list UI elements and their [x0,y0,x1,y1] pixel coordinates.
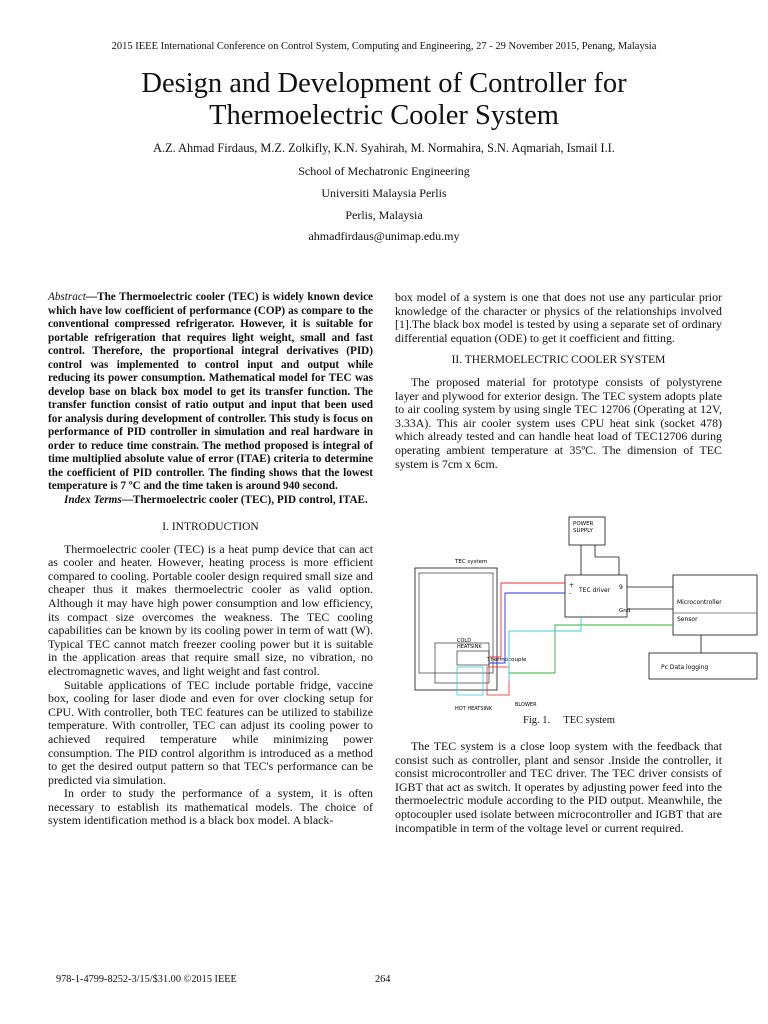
plus-terminal: + [569,582,575,589]
intro-paragraph: In order to study the performance of a system, it is often necessary to establish its mathematical models. The choice of system identification method is a black box model. A black- [48,786,373,828]
right-column-bottom [395,740,722,835]
microcontroller-label: Microcontroller [677,599,722,606]
affiliation-school: School of Mechatronic Engineering [298,164,470,178]
hot-heatsink-label: HOT HEATSINK [455,706,493,712]
cold-heatsink-box [457,651,489,665]
section-heading-tec-system: II. THERMOELECTRIC COOLER SYSTEM [451,354,666,367]
author-email[interactable]: ahmadfirdaus@unimap.edu.my [308,229,460,243]
title-line-1: Design and Development of Controller for [141,68,627,99]
figure-title: TEC system [563,715,615,726]
gnd-label: Gnd [619,608,631,614]
figure-number: Fig. 1. [523,715,551,726]
figure-caption [395,715,743,726]
index-terms-dash: — [121,493,133,506]
closed-loop-paragraph: The TEC system is a close loop system with the feedback that consist such as controller, plant and sensor .Inside the controller, it consist microcontroller and TEC driver. The TEC driver consists of IGBT that act as switch. It operates by adjusting power feed into the thermoelectric module according to the PID output. Meanwhile, the optocoupler used isolate between microcontroller and IGBT that are incompatible in term of the voltage level or current required. [395,739,722,835]
tec-driver-label: TEC driver [579,587,611,594]
red-wire [489,583,565,657]
index-terms-text: Thermoelectric cooler (TEC), PID control, ITAE. [132,493,368,506]
cyan-wire [509,617,581,681]
tec-system-label: TEC system [455,559,488,565]
section-heading-introduction: I. INTRODUCTION [162,521,259,533]
author-list: A.Z. Ahmad Firdaus, M.Z. Zolkifly, K.N. Syahirah, M. Normahira, S.N. Aqmariah, Ismail I.I. [153,141,615,155]
tec-inner-wall [419,573,493,673]
affiliation-location: Perlis, Malaysia [345,208,423,222]
green-wire [509,625,673,673]
tec-enclosure [415,568,497,690]
blower-box [487,667,509,695]
conference-header: 2015 IEEE International Conference on Control System, Computing and Engineering, 27 - 29 November 2015, Penang, Malaysia [111,41,657,52]
hot-heatsink-box [457,667,483,695]
abstract-text: The Thermoelectric cooler (TEC) is widely known device which have low coefficient of performance (COP) as compare to the conventional compressed refrigerator. However, it is suitable for portable refrigeration that requires light weight, small and fast control. Therefore, the proportional integral derivatives (PID) control was implemented to control input and output while reducing its power consumption. Mathematical model for TEC was develop base on black box model to get its transfer function. The transfer function consist of ratio output and input that been used for analysis during development of controller. This study is focus on performance of PID controller in simulation and real hardware in order to reduce time constrain. The method proposed is integral of time multiplied absolute value of error (ITAE) criteria to determine the coefficient of PID controller. The finding shows that the lowest temperature is 7 ºC and the time taken is around 940 second. [48,291,373,492]
intro-paragraph: Thermoelectric cooler (TEC) is a heat pump device that can act as cooler and heater. However, heating process is more efficient compared to cooling. Portable cooler design required small size and cheaper thus it makes thermoelectric cooler as valid option. Although it may have high power consumption and low efficiency, its compact size overcomes the weakness. The TEC cooling capabilities can be known by its cooling power in term of watt (W). Typical TEC cannot match freezer cooling power but it is suitable in the application areas that require small size, no vibration, no electromagnetic waves, and light weight and fast control. [48,541,373,678]
power-supply-label: SUPPLY [573,528,593,534]
tec-system-diagram [405,513,763,713]
affiliation-university: Universiti Malaysia Perlis [321,186,447,200]
cold-heatsink-label: COLD [457,638,472,644]
power-supply-label: POWER [573,521,594,527]
tec-system-paragraph: The proposed material for prototype consists of polystyrene layer and plywood for exterior design. The TEC system adopts plate to air cooling system by using single TEC 12706 (Operating at 12V, 3.33A). This air cooler system uses CPU heat sink (socket 478) which already tested and can handle heat load of TEC12706 during operating ambient temperature at 35ºC. The dimension of TEC system is 7cm x 6cm. [395,374,722,471]
abstract-label: Abstract [48,291,86,303]
abstract-dash: — [85,291,98,303]
index-terms-label: Index Terms [64,493,122,506]
intro-paragraph: Suitable applications of TEC include portable fridge, vaccine box, cooling for laser diode and even for over clocking setup for CPU. With controller, both TEC features can be utilized to stabilize temperature. With controller, TEC can adjust its cooling power to achieved required temperature while minimizing power consumption. The PID control algorithm is introduced as a method to get the desired output pattern so that TEC's performance can be predicted via simulation. [48,677,373,787]
abstract [48,291,373,494]
right-column-top [395,291,722,471]
tec-driver-box [565,575,627,617]
left-column [48,291,373,828]
sensor-label: Sensor [677,616,698,623]
pin-9-label: 9 [619,584,623,591]
pc-logging-label: Pc Data logging [661,664,709,671]
blower-label: BLOWER [515,702,537,708]
blue-wire [489,593,565,663]
cold-heatsink-label: HEATSINK [457,644,482,650]
black-box-paragraph: box model of a system is one that does not use any particular prior knowledge of the character or physics of the relationships involved [1].The black box model is tested by using a separate set of ordinary differential equation (ODE) to get it coefficient and fitting. [395,290,722,345]
copyright-footer: 978-1-4799-8252-3/15/$31.00 ©2015 IEEE [56,974,237,985]
title-line-2: Thermoelectric Cooler System [209,100,559,131]
thermocouple-label: Thermocouple [487,657,527,663]
index-terms [48,494,373,508]
page-number: 264 [375,974,391,985]
paper-title [60,68,708,132]
minus-terminal: - [569,590,572,597]
